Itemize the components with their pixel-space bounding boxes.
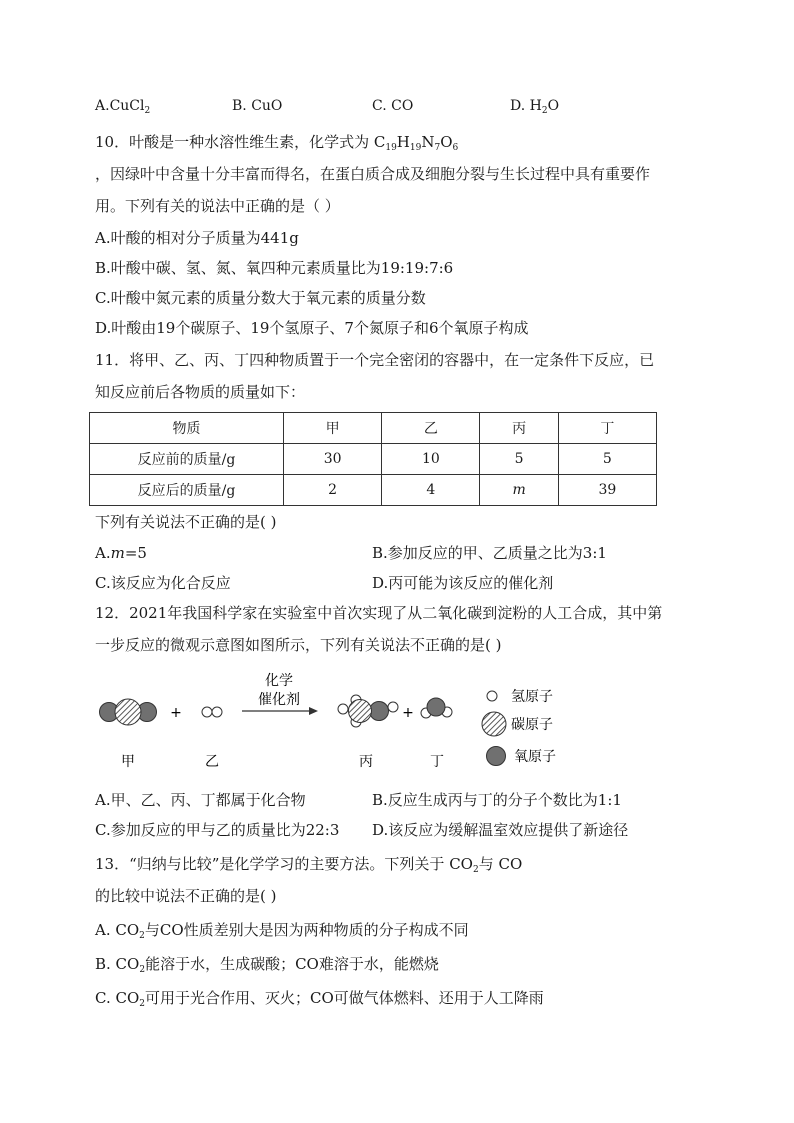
table-cell: 39 — [558, 475, 656, 506]
q9-option-d: D. $H_2O$ — [510, 98, 560, 116]
q9-option-a: A.CuCl$_2$ — [95, 98, 151, 116]
reaction-diagram — [0, 665, 794, 780]
q11-option-b: B.参加反应的甲、乙质量之比为3:1 — [372, 544, 607, 562]
q12-option-b: B.反应生成丙与丁的分子个数比为1:1 — [372, 791, 622, 809]
folic-acid-formula: $C_{19}H_{19}N_7O_6$ — [373, 133, 459, 153]
q11-option-c: C.该反应为化合反应 — [95, 574, 231, 592]
molecule-co2 — [100, 699, 157, 725]
table-cell: 2 — [284, 475, 382, 506]
q11-stem-line2: 知反应前后各物质的质量如下： — [95, 383, 306, 401]
q12-stem-line2: 一步反应的微观示意图如图所示，下列有关说法不正确的是( ) — [95, 636, 502, 654]
table-cell: 5 — [558, 444, 656, 475]
table-cell: 反应前的质量/g — [90, 444, 284, 475]
legend-oxygen: 氧原子 — [514, 749, 556, 765]
q13-option-c: C. $CO_2$可用于光合作用、灭火；CO可做气体燃料、还用于人工降雨 — [95, 989, 544, 1009]
table-cell: 5 — [480, 444, 558, 475]
diagram-legend — [482, 689, 556, 766]
q12-option-a: A.甲、乙、丙、丁都属于化合物 — [95, 791, 306, 809]
q9-option-c: C. CO — [372, 98, 414, 114]
q11-option-a: A.m=5 — [95, 544, 147, 562]
q10-option-a: A.叶酸的相对分子质量为441g — [95, 229, 299, 247]
q10-option-b: B.叶酸中碳、氢、氮、氧四种元素质量比为19:19:7:6 — [95, 259, 454, 277]
q11-option-d: D.丙可能为该反应的催化剂 — [372, 574, 554, 592]
molecule-water — [421, 698, 452, 718]
q12-stem-line1: 12．2021年我国科学家在实验室中首次实现了从二氧化碳到淀粉的人工合成，其中第 — [95, 604, 663, 622]
q10-stem-line2: ，因绿叶中含量十分丰富而得名，在蛋白质合成及细胞分裂与生长过程中具有重要作 — [95, 165, 651, 183]
table-cell: 反应后的质量/g — [90, 475, 284, 506]
table-cell: 丁 — [558, 413, 656, 444]
label-jia: 甲 — [121, 754, 135, 770]
table-row — [90, 444, 657, 475]
molecule-methanol — [338, 695, 398, 727]
q13-option-a: A. $CO_2$与CO性质差别大是因为两种物质的分子构成不同 — [95, 921, 469, 941]
table-cell: m — [480, 475, 558, 506]
label-ding: 丁 — [430, 754, 444, 770]
plus-sign-2: + — [402, 705, 414, 721]
carbon-atom-icon — [482, 712, 506, 736]
mass-table — [89, 412, 657, 506]
label-bing: 丙 — [359, 754, 373, 770]
q13-stem-line2: 的比较中说法不正确的是( ) — [95, 887, 277, 905]
table-cell: 30 — [284, 444, 382, 475]
q10-stem-line3: 用。下列有关的说法中正确的是（ ） — [95, 197, 340, 215]
q10-option-c: C.叶酸中氮元素的质量分数大于氧元素的质量分数 — [95, 289, 426, 307]
table-cell: 4 — [382, 475, 480, 506]
q11-question: 下列有关说法不正确的是( ) — [95, 513, 277, 531]
legend-hydrogen: 氢原子 — [511, 689, 553, 705]
table-header-row — [90, 413, 657, 444]
q13-stem-line1: 13．“归纳与比较”是化学学习的主要方法。下列关于 $CO_2$与 CO — [95, 855, 523, 875]
table-cell: 物质 — [90, 413, 284, 444]
q12-option-d: D.该反应为缓解温室效应提供了新途径 — [372, 821, 629, 839]
table-cell: 乙 — [382, 413, 480, 444]
q13-option-b: B. $CO_2$能溶于水，生成碳酸；CO难溶于水，能燃烧 — [95, 955, 439, 975]
plus-sign-1: + — [170, 705, 182, 721]
q12-option-c: C.参加反应的甲与乙的质量比为22:3 — [95, 821, 340, 839]
label-yi: 乙 — [205, 754, 219, 770]
q10-option-d: D.叶酸由19个碳原子、19个氢原子、7个氮原子和6个氧原子构成 — [95, 319, 529, 337]
table-row — [90, 475, 657, 506]
table-cell: 甲 — [284, 413, 382, 444]
q9-option-b: B. CuO — [232, 98, 283, 114]
reaction-arrow-icon — [242, 707, 318, 715]
arrow-label-top: 化学 — [265, 673, 293, 689]
oxygen-atom-icon — [487, 747, 506, 766]
table-cell: 丙 — [480, 413, 558, 444]
q10-stem-line1: 10．叶酸是一种水溶性维生素，化学式为 $C_{19}H_{19}N_7O_6$ — [95, 133, 459, 153]
legend-carbon: 碳原子 — [511, 717, 553, 733]
arrow-label-bottom: 催化剂 — [258, 692, 300, 708]
table-cell: 10 — [382, 444, 480, 475]
molecule-h2 — [202, 707, 222, 717]
q11-stem-line1: 11．将甲、乙、丙、丁四种物质置于一个完全密闭的容器中，在一定条件下反应，已 — [95, 351, 655, 369]
hydrogen-atom-icon — [487, 691, 497, 701]
